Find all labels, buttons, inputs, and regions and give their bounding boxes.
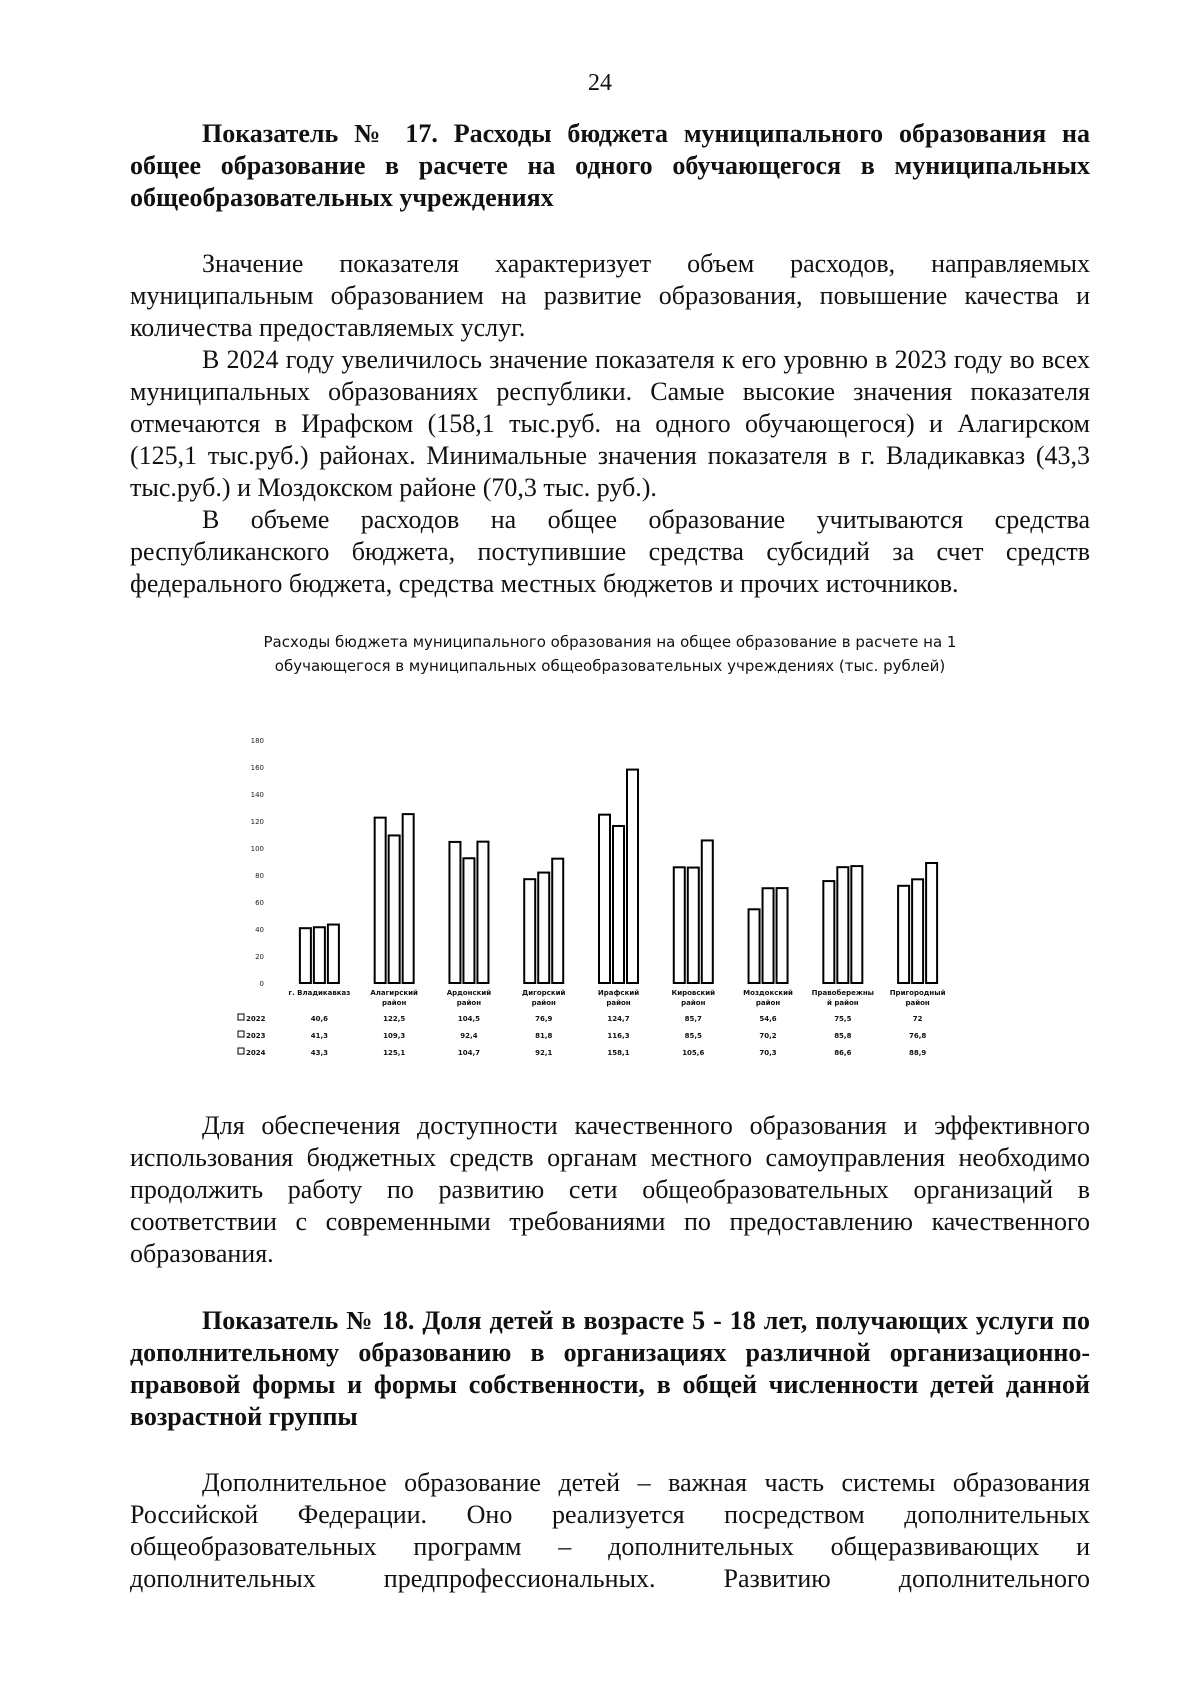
chart-canvas — [246, 730, 970, 1090]
bar-2022-5 — [674, 867, 685, 983]
data-label-2022: 40,6 — [310, 1015, 329, 1023]
data-label-2023: 92,4 — [460, 1032, 478, 1040]
bar-2024-5 — [702, 840, 713, 983]
y-tick-label: 60 — [255, 899, 264, 907]
bar-2022-7 — [823, 881, 834, 983]
data-label-2023: 81,8 — [535, 1032, 553, 1040]
page-number: 24 — [588, 70, 612, 96]
bar-2024-7 — [851, 866, 862, 983]
data-label-2022: 76,9 — [535, 1015, 553, 1023]
data-label-2022: 75,5 — [834, 1015, 852, 1023]
bar-2023-3 — [538, 873, 549, 983]
category-label: район — [755, 999, 781, 1007]
indicator-17-paragraph-1: Значение показателя характеризует объем расходов, направляемых муниципальным образованием на развитие образования, повышение качества и количества предоставляемых услуг. — [130, 249, 1090, 342]
bar-2023-4 — [613, 826, 624, 983]
bar-2024-1 — [403, 814, 414, 983]
bar-2022-6 — [749, 909, 760, 983]
data-label-2023: 70,2 — [759, 1032, 777, 1040]
bar-2024-8 — [926, 863, 937, 983]
data-label-2024: 105,6 — [682, 1049, 705, 1057]
category-label: район — [905, 999, 930, 1007]
bar-2023-0 — [314, 927, 325, 983]
indicator-17-paragraph-3: В объеме расходов на общее образование учитываются средства республиканского бюджета, поступившие средства субсидий за счет средств федерального бюджета, средства местных бюджетов и прочих источников. — [130, 505, 1090, 598]
y-tick-label: 20 — [255, 953, 264, 961]
bar-2024-6 — [777, 888, 788, 983]
category-label: Моздокский — [743, 989, 793, 997]
data-label-2022: 72 — [912, 1015, 923, 1023]
bar-2024-4 — [627, 770, 638, 983]
data-label-2023: 41,3 — [310, 1032, 329, 1040]
bar-2023-6 — [763, 888, 774, 983]
expenses-chart — [246, 630, 970, 1090]
bar-2022-3 — [524, 879, 535, 983]
indicator-18-heading: Показатель № 18. Доля детей в возрасте 5 - 18 лет, получающих услуги по дополнительному образованию в организациях различной организационно-правовой формы и формы собственности, в общей численности детей данной возрастной группы — [130, 1306, 1090, 1431]
indicator-17-paragraph-4: Для обеспечения доступности качественного образования и эффективного использования бюджетных средств органам местного самоуправления необходимо продолжить работу по развитию сети общеобразовательных организаций в соответствии с современными требованиями по предоставлению качественного образования. — [130, 1111, 1090, 1268]
data-label-2022: 124,7 — [607, 1015, 630, 1023]
category-label: район — [382, 999, 407, 1007]
category-label: район — [606, 999, 631, 1007]
y-tick-label: 140 — [250, 791, 264, 799]
y-tick-label: 120 — [250, 818, 264, 826]
data-label-2024: 104,7 — [457, 1049, 481, 1057]
legend-label-2023: 2023 — [246, 1032, 266, 1040]
category-label: район — [681, 999, 706, 1007]
bar-2022-2 — [449, 842, 460, 983]
category-label: Правобережны — [811, 989, 875, 997]
legend-marker-2023 — [238, 1031, 244, 1037]
bar-2023-1 — [389, 835, 400, 983]
data-label-2024: 88,9 — [908, 1049, 927, 1057]
category-label: Ирафский — [597, 989, 640, 997]
bar-2023-2 — [463, 858, 474, 983]
data-label-2024: 158,1 — [607, 1049, 630, 1057]
data-label-2023: 109,3 — [383, 1032, 406, 1040]
data-label-2024: 86,6 — [834, 1049, 852, 1057]
y-tick-label: 180 — [250, 737, 264, 745]
bar-2024-3 — [552, 859, 563, 983]
bar-2022-1 — [375, 818, 386, 983]
bar-2023-7 — [837, 867, 848, 983]
y-tick-label: 80 — [255, 872, 264, 880]
chart-title: Расходы бюджета муниципального образования на общее образование в расчете на 1 обучающегося в муниципальных общеобразовательных учреждениях (тыс. рублей) — [263, 633, 957, 675]
category-label: Ардонский — [446, 989, 492, 997]
bar-2023-8 — [912, 879, 923, 983]
data-label-2022: 54,6 — [759, 1015, 777, 1023]
y-tick-label: 100 — [250, 845, 264, 853]
data-label-2024: 125,1 — [383, 1049, 406, 1057]
data-label-2023: 116,3 — [607, 1032, 630, 1040]
category-label: Кировский — [671, 989, 716, 997]
category-label: район — [456, 999, 482, 1007]
data-label-2023: 85,8 — [834, 1032, 852, 1040]
category-label: г. Владикавказ — [288, 989, 351, 997]
data-label-2022: 104,5 — [457, 1015, 481, 1023]
data-label-2023: 76,8 — [908, 1032, 927, 1040]
category-label: Алагирский — [370, 989, 418, 997]
data-label-2022: 85,7 — [684, 1015, 702, 1023]
legend-label-2024: 2024 — [246, 1049, 266, 1057]
bar-2022-0 — [300, 928, 311, 983]
indicator-17-heading: Показатель № 17. Расходы бюджета муниципального образования на общее образование в расчете на одного обучающегося в муниципальных общеобразовательных учреждениях — [130, 119, 1090, 212]
y-tick-label: 160 — [250, 764, 264, 772]
bar-2022-4 — [599, 815, 610, 983]
data-label-2024: 92,1 — [535, 1049, 553, 1057]
category-label: Дигорский — [522, 989, 566, 997]
legend-label-2022: 2022 — [246, 1015, 266, 1023]
y-tick-label: 40 — [255, 926, 264, 934]
category-label: й район — [827, 999, 859, 1007]
bar-2022-8 — [898, 886, 909, 983]
legend-marker-2022 — [238, 1014, 244, 1020]
bar-2023-5 — [688, 868, 699, 983]
legend-marker-2024 — [238, 1048, 244, 1054]
bar-2024-0 — [328, 925, 339, 983]
bar-2024-2 — [477, 842, 488, 983]
data-label-2022: 122,5 — [383, 1015, 406, 1023]
data-label-2023: 85,5 — [684, 1032, 702, 1040]
data-label-2024: 43,3 — [310, 1049, 329, 1057]
indicator-18-paragraph-1: Дополнительное образование детей – важная часть системы образования Российской Федерации. Оно реализуется посредством дополнительных общеобразовательных программ – дополнительных общеразвивающих и дополнительных предпрофессиональных. Развитию дополнительного — [130, 1468, 1090, 1593]
y-tick-label: 0 — [259, 980, 264, 988]
category-label: Пригородный — [889, 989, 946, 997]
indicator-17-paragraph-2: В 2024 году увеличилось значение показателя к его уровню в 2023 году во всех муниципальных образованиях республики. Самые высокие значения показателя отмечаются в Ирафском (158,1 тыс.руб. на одного обучающегося) и Алагирском (125,1 тыс.руб.) районах. Минимальные значения показателя в г. Владикавказ (43,3 тыс.руб.) и Моздокском районе (70,3 тыс. руб.). — [130, 345, 1090, 502]
data-label-2024: 70,3 — [759, 1049, 777, 1057]
category-label: район — [531, 999, 556, 1007]
